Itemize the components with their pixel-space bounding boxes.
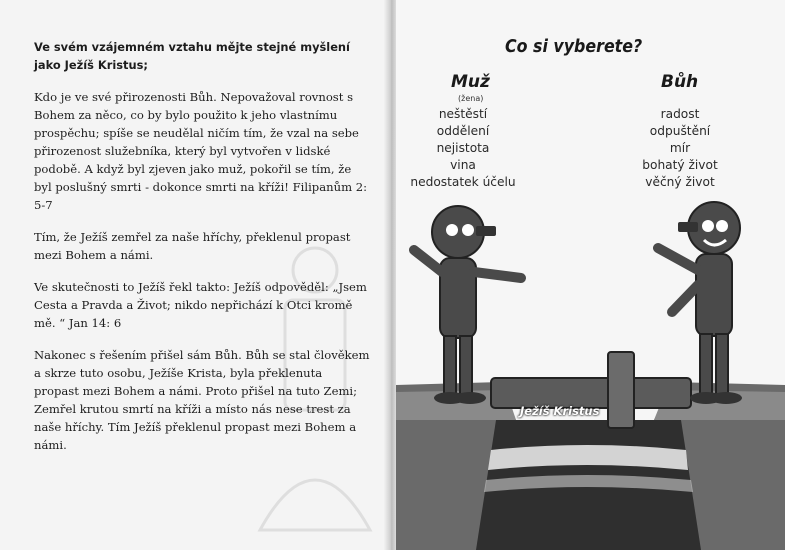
list-item: nedostatek účelu — [410, 175, 516, 189]
list-item: bohatý život — [642, 158, 718, 172]
god-figure — [658, 202, 742, 404]
man-heading: Muž — [451, 72, 490, 92]
paragraph-bridge: Tím, že Ježíš zemřel za naše hříchy, překlenul propast mezi Bohem a námi. — [34, 230, 351, 262]
left-page — [0, 0, 390, 550]
bridge-label: Ježíš Kristus — [520, 404, 600, 418]
lead-verse: Ve svém vzájemném vztahu mějte stejné myšlení jako Ježíš Kristus; — [34, 40, 350, 72]
choice-title: Co si vyberete? — [505, 36, 643, 57]
list-item: neštěstí — [438, 107, 488, 121]
list-item: vina — [450, 158, 476, 172]
paragraph-solution: Nakonec s řešením přišel sám Bůh. Bůh se stal člověkem a skrze tuto osobu, Ježíše Krista, byla překlenuta propast mezi Bohem a námi. Proto přišel na tuto Zemi; Zemřel krutou smrtí na kříži a místo nás nese trest za naše hříchy. Tím Ježíš překlenul propast mezi Bohem a námi. — [34, 348, 370, 452]
paragraph-philippians: Kdo je ve své přirozenosti Bůh. Nepovažoval rovnost s Bohem za něco, co by bylo použito k jeho vlastnímu prospěchu; spíše se neudělal ničím tím, že vzal na sebe přirozenost služebníka, který byl vytvořen v lidské podobě. A když byl zjeven jako muž, pokořil se tím, že byl poslušný smrti - dokonce smrti na kříži! Filipanům 2: 5-7 — [34, 90, 368, 212]
list-item: nejistota — [436, 141, 490, 155]
god-heading: Bůh — [661, 72, 699, 92]
list-item: věčný život — [645, 175, 715, 189]
list-item: odpuštění — [649, 124, 711, 138]
woman-subnote: (žena) — [458, 94, 484, 103]
list-item: mír — [669, 141, 691, 155]
god-list — [625, 106, 735, 191]
man-list — [408, 106, 518, 191]
list-item: radost — [660, 107, 700, 121]
paragraph-john: Ve skutečnosti to Ježíš řekl takto: Ježíš odpověděl: „Jsem Cesta a Pravda a Život; nikdo nepřichází k Otci kromě mě. “ Jan 14: 6 — [34, 280, 367, 330]
cross-post — [608, 352, 634, 428]
left-text-column — [34, 38, 370, 468]
list-item: oddělení — [436, 124, 490, 138]
man-figure — [414, 206, 521, 404]
